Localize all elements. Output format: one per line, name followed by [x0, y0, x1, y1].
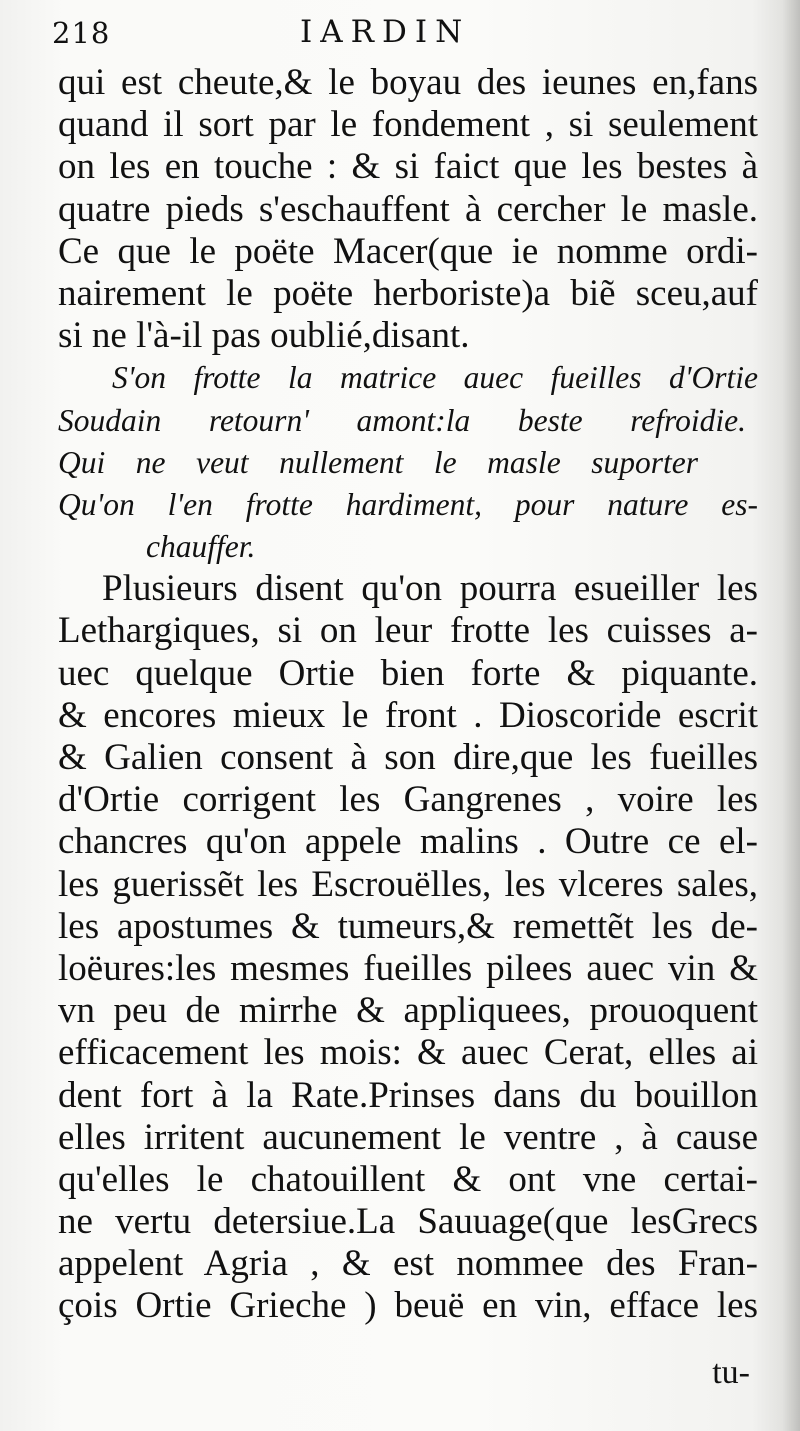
text-line: loëures:les mesmes fueilles pilees auec vin &: [58, 947, 758, 989]
text-line: appelent Agria , & est nommee des Fran-: [58, 1243, 758, 1285]
verse-line: Qu'on l'en frotte hardiment, pour nature es-: [58, 486, 758, 522]
text-line: les guerissẽt les Escrouëlles, les vlceres sales,: [58, 863, 758, 905]
page-number: 218: [52, 16, 111, 50]
running-head: IARDIN: [300, 14, 471, 50]
text-line: uec quelque Ortie bien forte & piquante.: [58, 652, 758, 694]
text-line: chancres qu'on appele malins . Outre ce el-: [58, 821, 758, 863]
text-line: efficacement les mois: & auec Cerat, elles ai: [58, 1032, 758, 1074]
text-line: d'Ortie corrigent les Gangrenes , voire les: [58, 779, 758, 821]
text-line: les apostumes & tumeurs,& remettẽt les de-: [58, 905, 758, 947]
catchword: tu-: [712, 1354, 750, 1391]
text-line: Ce que le poëte Macer(que ie nomme ordi-: [58, 230, 758, 272]
text-line: quatre pieds s'eschauffent à cercher le masle.: [58, 188, 758, 230]
text-line: vn peu de mirrhe & appliquees, prouoquent: [58, 990, 758, 1032]
verse-line: chauffer.: [146, 529, 256, 565]
text-line: Lethargiques, si on leur frotte les cuisses a-: [58, 610, 758, 652]
text-line: on les en touche : & si faict que les bestes à: [58, 146, 758, 188]
text-line: dent fort à la Rate.Prinses dans du bouillon: [58, 1074, 758, 1116]
paragraph-first-line: Plusieurs disent qu'on pourra esueiller les: [102, 568, 758, 610]
verse-line: S'on frotte la matrice auec fueilles d'Ortie: [112, 360, 758, 396]
text-line: çois Ortie Grieche ) beuë en vin, efface les: [58, 1285, 758, 1327]
text-block: [58, 62, 758, 1328]
text-line: si ne l'à-il pas oublié,disant.: [58, 315, 470, 357]
text-line: elles irritent aucunement le ventre , à cause: [58, 1116, 758, 1158]
text-line: quand il sort par le fondement , si seulement: [58, 104, 758, 146]
page-header: [52, 14, 752, 54]
text-line: & Galien consent à son dire,que les fueilles: [58, 737, 758, 778]
verse-line: Soudain retourn' amont:la beste refroidie.: [58, 402, 746, 438]
verse-line: Qui ne veut nullement le masle suporter: [58, 444, 698, 480]
text-line: nairement le poëte herboriste)a biẽ sceu,auf: [58, 272, 758, 314]
text-line: qu'elles le chatouillent & ont vne certai-: [58, 1158, 758, 1200]
text-line: qui est cheute,& le boyau des ieunes en,fans: [58, 62, 758, 103]
text-line: ne vertu detersiue.La Sauuage(que lesGrecs: [58, 1201, 758, 1243]
text-line: & encores mieux le front . Dioscoride escrit: [58, 694, 758, 736]
